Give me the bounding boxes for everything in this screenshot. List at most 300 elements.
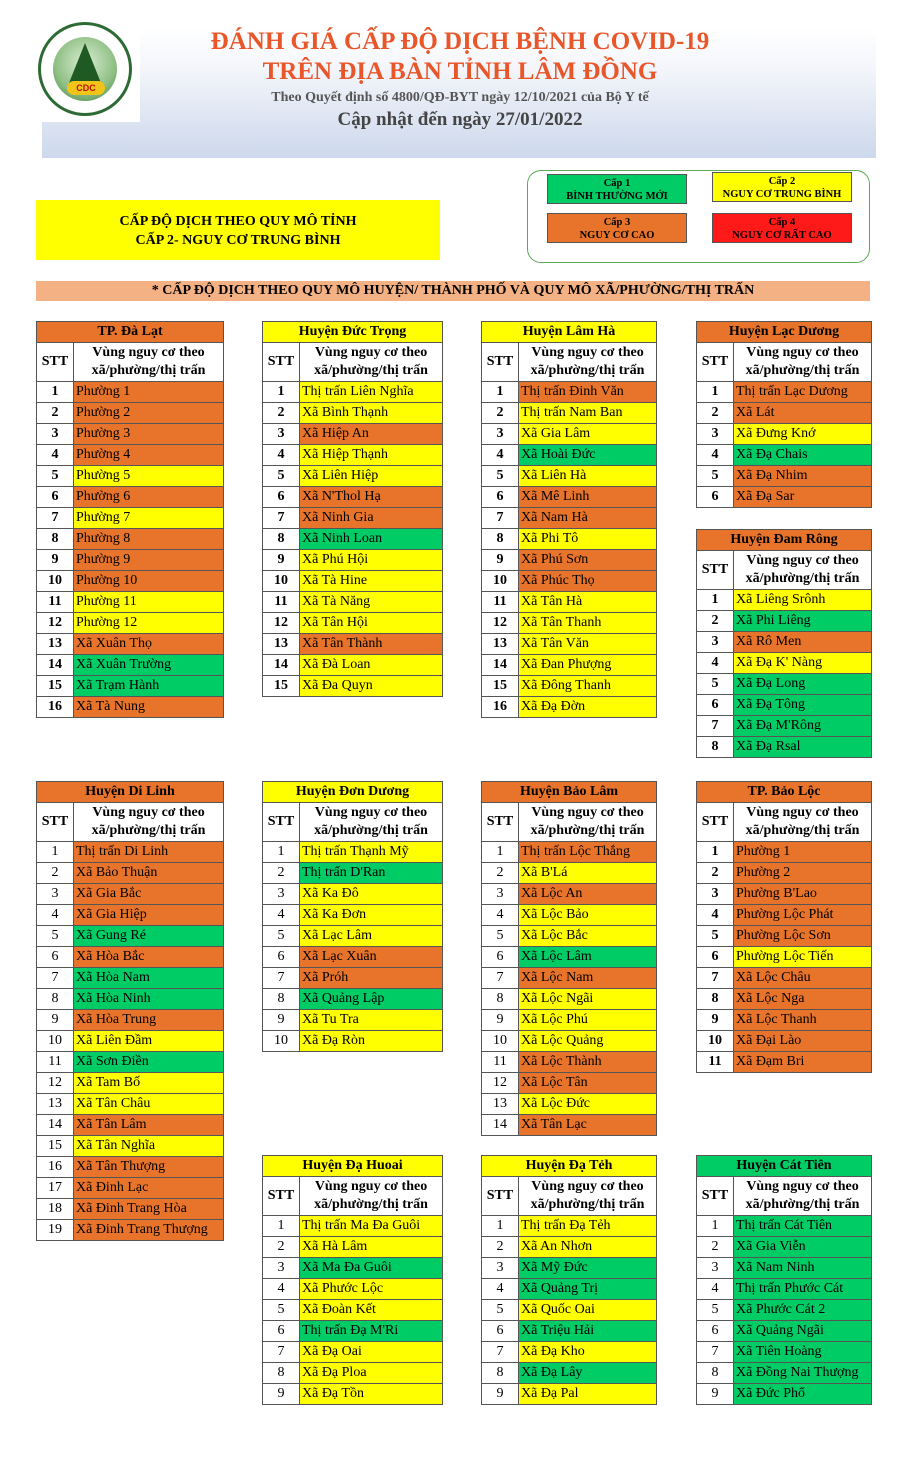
table-row <box>697 487 872 508</box>
row-stt: 12 <box>482 1073 519 1094</box>
commune-name: Xã Đạ Tồn <box>300 1384 443 1405</box>
table-row <box>697 716 872 737</box>
commune-name: Phường Lộc Tiến <box>734 947 872 968</box>
row-stt: 9 <box>263 1010 300 1031</box>
table-row <box>482 1384 657 1405</box>
commune-name: Xã Tam Bố <box>74 1073 224 1094</box>
table-row <box>263 1258 443 1279</box>
row-stt: 15 <box>37 1136 74 1157</box>
row-stt: 7 <box>263 1342 300 1363</box>
row-stt: 16 <box>482 697 519 718</box>
row-stt: 9 <box>263 1384 300 1405</box>
row-stt: 11 <box>482 592 519 613</box>
commune-name: Xã Lộc Thành <box>519 1052 657 1073</box>
row-stt: 6 <box>263 487 300 508</box>
table-row <box>263 550 443 571</box>
commune-name: Xã Đạ Long <box>734 674 872 695</box>
commune-name: Xã Đạ K' Nàng <box>734 653 872 674</box>
table-row <box>37 947 224 968</box>
commune-name: Xã Phước Lộc <box>300 1279 443 1300</box>
commune-name: Xã Lộc Nam <box>519 968 657 989</box>
table-row <box>697 674 872 695</box>
commune-name: Phường 8 <box>74 529 224 550</box>
commune-name: Xã Đạ Lây <box>519 1363 657 1384</box>
row-stt: 13 <box>482 1094 519 1115</box>
row-stt: 18 <box>37 1199 74 1220</box>
table-row <box>482 403 657 424</box>
table-row <box>482 1010 657 1031</box>
district-name: Huyện Di Linh <box>37 782 224 803</box>
table-row <box>263 989 443 1010</box>
table-row <box>37 1220 224 1241</box>
commune-name: Xã Ka Đô <box>300 884 443 905</box>
table-row <box>697 590 872 611</box>
table-row <box>482 676 657 697</box>
table-row <box>482 926 657 947</box>
table-row <box>37 382 224 403</box>
table-row <box>482 1031 657 1052</box>
row-stt: 9 <box>482 1010 519 1031</box>
commune-name: Xã Hòa Ninh <box>74 989 224 1010</box>
table-row <box>482 1258 657 1279</box>
table-row <box>697 611 872 632</box>
row-stt: 13 <box>37 1094 74 1115</box>
commune-name: Xã Tà Năng <box>300 592 443 613</box>
row-stt: 10 <box>482 571 519 592</box>
table-row <box>482 613 657 634</box>
row-stt: 9 <box>37 1010 74 1031</box>
row-stt: 4 <box>263 445 300 466</box>
table-row <box>37 989 224 1010</box>
table-row <box>263 1237 443 1258</box>
row-stt: 6 <box>482 1321 519 1342</box>
table-row <box>482 529 657 550</box>
commune-name: Xã Sơn Điền <box>74 1052 224 1073</box>
table-row <box>482 1052 657 1073</box>
pine-tree-icon <box>69 43 101 83</box>
row-stt: 7 <box>697 968 734 989</box>
commune-name: Xã Đinh Lạc <box>74 1178 224 1199</box>
table-row <box>263 529 443 550</box>
row-stt: 3 <box>697 632 734 653</box>
row-stt: 14 <box>263 655 300 676</box>
row-stt: 6 <box>697 1321 734 1342</box>
table-row <box>263 571 443 592</box>
row-stt: 1 <box>482 1216 519 1237</box>
table-row <box>482 989 657 1010</box>
row-stt: 16 <box>37 1157 74 1178</box>
row-stt: 8 <box>482 989 519 1010</box>
table-row <box>697 1384 872 1405</box>
commune-name: Xã Lộc Tân <box>519 1073 657 1094</box>
area-header: Vùng nguy cơ theo xã/phường/thị trấn <box>734 551 872 590</box>
row-stt: 9 <box>482 550 519 571</box>
area-header: Vùng nguy cơ theo xã/phường/thị trấn <box>300 1177 443 1216</box>
stt-header: STT <box>697 343 734 382</box>
commune-name: Xã Lộc Nga <box>734 989 872 1010</box>
commune-name: Phường 7 <box>74 508 224 529</box>
commune-name: Xã Lộc Ngãi <box>519 989 657 1010</box>
district-table <box>481 1155 657 1405</box>
commune-name: Xã Nam Hà <box>519 508 657 529</box>
table-row <box>482 487 657 508</box>
commune-name: Xã Đạm Bri <box>734 1052 872 1073</box>
row-stt: 17 <box>37 1178 74 1199</box>
commune-name: Xã Đoàn Kết <box>300 1300 443 1321</box>
commune-name: Xã Đại Lào <box>734 1031 872 1052</box>
district-table <box>262 1155 443 1405</box>
table-row <box>697 1279 872 1300</box>
row-stt: 2 <box>263 403 300 424</box>
commune-name: Phường 1 <box>734 842 872 863</box>
commune-name: Phường 1 <box>74 382 224 403</box>
commune-name: Xã Tu Tra <box>300 1010 443 1031</box>
legend-level-1: Cấp 1 BÌNH THƯỜNG MỚI <box>547 174 687 204</box>
commune-name: Xã Đạ Đờn <box>519 697 657 718</box>
district-table <box>481 781 657 1136</box>
table-row <box>37 1136 224 1157</box>
commune-name: Xã Tà Hine <box>300 571 443 592</box>
row-stt: 4 <box>697 905 734 926</box>
row-stt: 2 <box>482 863 519 884</box>
commune-name: Xã Lộc Đức <box>519 1094 657 1115</box>
commune-name: Xã Tân Thành <box>300 634 443 655</box>
row-stt: 2 <box>263 863 300 884</box>
commune-name: Xã Tân Châu <box>74 1094 224 1115</box>
table-row <box>482 1237 657 1258</box>
row-stt: 7 <box>263 968 300 989</box>
page-title: ĐÁNH GIÁ CẤP ĐỘ DỊCH BỆNH COVID-19 <box>210 28 710 55</box>
row-stt: 4 <box>482 1279 519 1300</box>
commune-name: Phường 3 <box>74 424 224 445</box>
row-stt: 5 <box>482 926 519 947</box>
row-stt: 10 <box>697 1031 734 1052</box>
stt-header: STT <box>37 343 74 382</box>
commune-name: Xã B'Lá <box>519 863 657 884</box>
table-row <box>37 592 224 613</box>
table-row <box>482 1094 657 1115</box>
table-row <box>697 863 872 884</box>
table-row <box>37 655 224 676</box>
row-stt: 7 <box>37 508 74 529</box>
commune-name: Xã Ninh Loan <box>300 529 443 550</box>
commune-name: Thị trấn Liên Nghĩa <box>300 382 443 403</box>
row-stt: 10 <box>37 571 74 592</box>
commune-name: Xã Đạ M'Rông <box>734 716 872 737</box>
table-row <box>263 424 443 445</box>
commune-name: Phường Lộc Phát <box>734 905 872 926</box>
row-stt: 14 <box>37 1115 74 1136</box>
row-stt: 6 <box>482 947 519 968</box>
commune-name: Xã Gung Ré <box>74 926 224 947</box>
table-row <box>482 905 657 926</box>
stt-header: STT <box>697 551 734 590</box>
commune-name: Xã Hiệp An <box>300 424 443 445</box>
commune-name: Xã Lộc Thanh <box>734 1010 872 1031</box>
commune-name: Xã Mê Linh <box>519 487 657 508</box>
row-stt: 2 <box>263 1237 300 1258</box>
commune-name: Phường 12 <box>74 613 224 634</box>
table-row <box>37 968 224 989</box>
district-table <box>696 781 872 1073</box>
commune-name: Xã Tân Hội <box>300 613 443 634</box>
commune-name: Xã Lộc Lâm <box>519 947 657 968</box>
table-row <box>482 1300 657 1321</box>
commune-name: Thị trấn Phước Cát <box>734 1279 872 1300</box>
table-row <box>37 571 224 592</box>
row-stt: 1 <box>697 842 734 863</box>
table-row <box>482 592 657 613</box>
commune-name: Xã Quốc Oai <box>519 1300 657 1321</box>
row-stt: 3 <box>37 884 74 905</box>
table-row <box>37 1010 224 1031</box>
row-stt: 8 <box>263 1363 300 1384</box>
commune-name: Thị trấn Lộc Thắng <box>519 842 657 863</box>
commune-name: Thị trấn Đạ Tẻh <box>519 1216 657 1237</box>
row-stt: 8 <box>37 529 74 550</box>
commune-name: Xã Liên Đầm <box>74 1031 224 1052</box>
commune-name: Xã Đinh Trang Hòa <box>74 1199 224 1220</box>
commune-name: Phường 2 <box>734 863 872 884</box>
commune-name: Xã Lộc Quảng <box>519 1031 657 1052</box>
legend-level-2: Cấp 2 NGUY CƠ TRUNG BÌNH <box>712 172 852 202</box>
table-row <box>37 508 224 529</box>
row-stt: 3 <box>482 1258 519 1279</box>
district-table <box>36 321 224 718</box>
province-level-value: CẤP 2- NGUY CƠ TRUNG BÌNH <box>135 233 341 248</box>
commune-name: Xã Bình Thạnh <box>300 403 443 424</box>
table-row <box>697 905 872 926</box>
table-row <box>697 1010 872 1031</box>
table-row <box>697 1237 872 1258</box>
row-stt: 5 <box>697 1300 734 1321</box>
row-stt: 13 <box>263 634 300 655</box>
table-row <box>37 676 224 697</box>
commune-name: Thị trấn Đạ M'Ri <box>300 1321 443 1342</box>
row-stt: 13 <box>37 634 74 655</box>
row-stt: 6 <box>37 487 74 508</box>
table-row <box>482 424 657 445</box>
row-stt: 4 <box>37 905 74 926</box>
row-stt: 2 <box>482 1237 519 1258</box>
table-row <box>482 445 657 466</box>
logo <box>28 16 140 122</box>
table-row <box>482 1216 657 1237</box>
row-stt: 5 <box>37 466 74 487</box>
commune-name: Xã Ma Đa Guôi <box>300 1258 443 1279</box>
table-row <box>482 968 657 989</box>
commune-name: Thị trấn D'Ran <box>300 863 443 884</box>
table-row <box>697 884 872 905</box>
district-name: Huyện Đức Trọng <box>263 322 443 343</box>
commune-name: Xã Hoài Đức <box>519 445 657 466</box>
commune-name: Xã Phi Liêng <box>734 611 872 632</box>
commune-name: Xã Đưng Knớ <box>734 424 872 445</box>
area-header: Vùng nguy cơ theo xã/phường/thị trấn <box>734 803 872 842</box>
row-stt: 8 <box>482 1363 519 1384</box>
commune-name: Xã Mỹ Đức <box>519 1258 657 1279</box>
stt-header: STT <box>482 343 519 382</box>
stt-header: STT <box>697 803 734 842</box>
row-stt: 4 <box>482 905 519 926</box>
commune-name: Xã Tân Hà <box>519 592 657 613</box>
table-row <box>263 634 443 655</box>
commune-name: Phường 4 <box>74 445 224 466</box>
commune-name: Phường 11 <box>74 592 224 613</box>
commune-name: Xã Hiệp Thạnh <box>300 445 443 466</box>
table-row <box>37 424 224 445</box>
commune-name: Xã Tân Lâm <box>74 1115 224 1136</box>
commune-name: Xã Lộc An <box>519 884 657 905</box>
commune-name: Xã Đinh Trang Thượng <box>74 1220 224 1241</box>
table-row <box>37 1094 224 1115</box>
row-stt: 1 <box>37 382 74 403</box>
table-row <box>37 634 224 655</box>
table-row <box>37 466 224 487</box>
commune-name: Thị trấn Di Linh <box>74 842 224 863</box>
table-row <box>263 1010 443 1031</box>
table-row <box>263 863 443 884</box>
table-row <box>37 1178 224 1199</box>
row-stt: 7 <box>37 968 74 989</box>
table-row <box>37 842 224 863</box>
commune-name: Xã Bảo Thuận <box>74 863 224 884</box>
commune-name: Xã Lộc Bắc <box>519 926 657 947</box>
row-stt: 5 <box>482 466 519 487</box>
row-stt: 11 <box>37 1052 74 1073</box>
row-stt: 1 <box>697 382 734 403</box>
row-stt: 5 <box>482 1300 519 1321</box>
table-row <box>697 632 872 653</box>
row-stt: 9 <box>482 1384 519 1405</box>
row-stt: 2 <box>482 403 519 424</box>
table-row <box>482 1363 657 1384</box>
table-row <box>263 445 443 466</box>
table-row <box>482 571 657 592</box>
stt-header: STT <box>482 1177 519 1216</box>
commune-name: Xã Ka Đơn <box>300 905 443 926</box>
commune-name: Xã Quảng Trị <box>519 1279 657 1300</box>
row-stt: 3 <box>697 884 734 905</box>
row-stt: 5 <box>263 1300 300 1321</box>
district-name: Huyện Cát Tiên <box>697 1156 872 1177</box>
commune-name: Xã Gia Bắc <box>74 884 224 905</box>
row-stt: 6 <box>482 487 519 508</box>
commune-name: Xã Lạc Lâm <box>300 926 443 947</box>
row-stt: 4 <box>482 445 519 466</box>
area-header: Vùng nguy cơ theo xã/phường/thị trấn <box>519 803 657 842</box>
commune-name: Thị trấn Ma Đa Guôi <box>300 1216 443 1237</box>
row-stt: 2 <box>697 863 734 884</box>
commune-name: Xã Xuân Trường <box>74 655 224 676</box>
row-stt: 5 <box>263 926 300 947</box>
row-stt: 16 <box>37 697 74 718</box>
table-row <box>482 947 657 968</box>
row-stt: 8 <box>697 737 734 758</box>
row-stt: 3 <box>697 424 734 445</box>
table-row <box>697 466 872 487</box>
area-header: Vùng nguy cơ theo xã/phường/thị trấn <box>734 1177 872 1216</box>
row-stt: 2 <box>697 611 734 632</box>
legend-level-4: Cấp 4 NGUY CƠ RẤT CAO <box>712 213 852 243</box>
table-row <box>482 550 657 571</box>
table-row <box>37 403 224 424</box>
commune-name: Xã Lộc Bảo <box>519 905 657 926</box>
commune-name: Phường B'Lao <box>734 884 872 905</box>
stt-header: STT <box>263 803 300 842</box>
table-row <box>263 613 443 634</box>
row-stt: 11 <box>482 1052 519 1073</box>
table-row <box>263 676 443 697</box>
district-name: Huyện Đạ Huoai <box>263 1156 443 1177</box>
stt-header: STT <box>697 1177 734 1216</box>
table-row <box>37 613 224 634</box>
row-stt: 11 <box>263 592 300 613</box>
province-level-title: CẤP ĐỘ DỊCH THEO QUY MÔ TỈNH <box>119 214 357 229</box>
commune-name: Xã Hòa Trung <box>74 1010 224 1031</box>
row-stt: 5 <box>697 466 734 487</box>
table-row <box>263 466 443 487</box>
commune-name: Xã Tân Thượng <box>74 1157 224 1178</box>
section-title: * CẤP ĐỘ DỊCH THEO QUY MÔ HUYỆN/ THÀNH PHỐ VÀ QUY MÔ XÃ/PHƯỜNG/THỊ TRẤN <box>36 281 870 301</box>
commune-name: Xã Quảng Lập <box>300 989 443 1010</box>
area-header: Vùng nguy cơ theo xã/phường/thị trấn <box>519 1177 657 1216</box>
row-stt: 9 <box>263 550 300 571</box>
commune-name: Xã Đạ Ròn <box>300 1031 443 1052</box>
commune-name: Xã Tân Văn <box>519 634 657 655</box>
district-name: Huyện Đạ Tẻh <box>482 1156 657 1177</box>
table-row <box>697 403 872 424</box>
decision-reference: Theo Quyết định số 4800/QĐ-BYT ngày 12/10/2021 của Bộ Y tế <box>271 90 649 105</box>
row-stt: 4 <box>697 1279 734 1300</box>
area-header: Vùng nguy cơ theo xã/phường/thị trấn <box>519 343 657 382</box>
row-stt: 3 <box>263 884 300 905</box>
commune-name: Xã Đan Phượng <box>519 655 657 676</box>
row-stt: 1 <box>697 590 734 611</box>
commune-name: Xã Nam Ninh <box>734 1258 872 1279</box>
stt-header: STT <box>263 343 300 382</box>
commune-name: Phường 9 <box>74 550 224 571</box>
commune-name: Xã Liên Hà <box>519 466 657 487</box>
table-row <box>263 926 443 947</box>
table-row <box>263 905 443 926</box>
row-stt: 1 <box>263 382 300 403</box>
commune-name: Phường 2 <box>74 403 224 424</box>
table-row <box>263 592 443 613</box>
row-stt: 6 <box>697 947 734 968</box>
row-stt: 8 <box>697 1363 734 1384</box>
row-stt: 7 <box>263 508 300 529</box>
row-stt: 6 <box>37 947 74 968</box>
row-stt: 11 <box>37 592 74 613</box>
logo-badge: CDC <box>67 81 105 95</box>
row-stt: 8 <box>263 529 300 550</box>
table-row <box>263 1321 443 1342</box>
row-stt: 9 <box>697 1010 734 1031</box>
table-row <box>482 842 657 863</box>
district-table <box>696 1155 872 1405</box>
commune-name: Xã N'Thol Hạ <box>300 487 443 508</box>
commune-name: Xã Lát <box>734 403 872 424</box>
table-row <box>263 1279 443 1300</box>
stt-header: STT <box>37 803 74 842</box>
row-stt: 10 <box>263 571 300 592</box>
table-row <box>482 508 657 529</box>
district-table <box>481 321 657 718</box>
commune-name: Xã Đạ Kho <box>519 1342 657 1363</box>
table-row <box>263 655 443 676</box>
row-stt: 3 <box>697 1258 734 1279</box>
